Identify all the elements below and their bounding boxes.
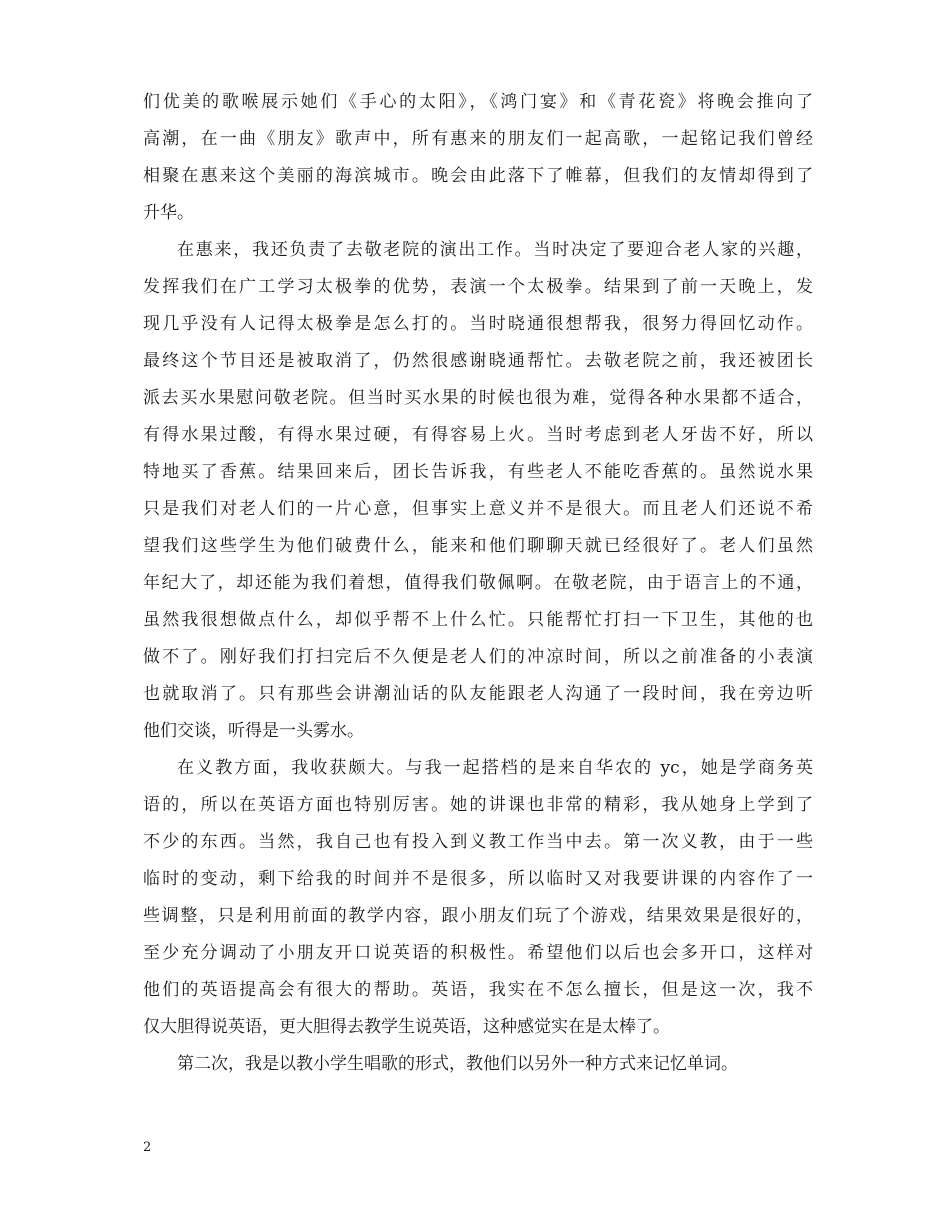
text-line: 相聚在惠来这个美丽的海滨城市。晚会由此落下了帷幕，但我们的友情却得到了 (143, 166, 813, 186)
text-line: 在惠来，我还负责了去敬老院的演出工作。当时决定了要迎合老人家的兴趣， (177, 240, 813, 260)
text-line: 在义教方面，我收获颇大。与我一起搭档的是来自华农的 yc，她是学商务英 (177, 758, 813, 778)
text-line: 虽然我很想做点什么，却似乎帮不上什么忙。只能帮忙打扫一下卫生，其他的也 (143, 610, 813, 630)
body-text (143, 84, 813, 1083)
text-line: 现几乎没有人记得太极拳是怎么打的。当时晓通很想帮我，很努力得回忆动作。 (143, 314, 813, 334)
text-line: 望我们这些学生为他们破费什么，能来和他们聊聊天就已经很好了。老人们虽然 (143, 536, 813, 556)
text-line: 些调整，只是利用前面的教学内容，跟小朋友们玩了个游戏，结果效果是很好的， (143, 906, 813, 926)
text-line: 发挥我们在广工学习太极拳的优势，表演一个太极拳。结果到了前一天晚上，发 (143, 277, 813, 297)
text-line: 做不了。刚好我们打扫完后不久便是老人们的冲凉时间，所以之前准备的小表演 (143, 647, 813, 667)
paragraph (143, 1046, 813, 1083)
text-line: 仅大胆得说英语，更大胆得去教学生说英语，这种感觉实在是太棒了。 (143, 1017, 670, 1037)
text-line: 们优美的歌喉展示她们《手心的太阳》，《鸿门宴》和《青花瓷》将晚会推向了 (143, 92, 813, 112)
text-line: 也就取消了。只有那些会讲潮汕话的队友能跟老人沟通了一段时间，我在旁边听 (143, 684, 813, 704)
text-line: 派去买水果慰问敬老院。但当时买水果的时候也很为难，觉得各种水果都不适合， (143, 388, 813, 408)
text-line: 有得水果过酸，有得水果过硬，有得容易上火。当时考虑到老人牙齿不好，所以 (143, 425, 813, 445)
paragraph (143, 750, 813, 1046)
text-line: 年纪大了，却还能为我们着想，值得我们敬佩啊。在敬老院，由于语言上的不通， (143, 573, 813, 593)
text-line: 最终这个节目还是被取消了，仍然很感谢晓通帮忙。去敬老院之前，我还被团长 (143, 351, 813, 371)
page-number: 2 (143, 1140, 152, 1155)
text-line: 特地买了香蕉。结果回来后，团长告诉我，有些老人不能吃香蕉的。虽然说水果 (143, 462, 813, 482)
text-line: 第二次，我是以教小学生唱歌的形式，教他们以另外一种方式来记忆单词。 (177, 1054, 738, 1074)
text-line: 升华。 (143, 203, 194, 223)
paragraph (143, 232, 813, 750)
text-line: 临时的变动，剩下给我的时间并不是很多，所以临时又对我要讲课的内容作了一 (143, 869, 813, 889)
text-line: 他们交谈，听得是一头雾水。 (143, 721, 364, 741)
paragraph (143, 84, 813, 232)
text-line: 不少的东西。当然，我自己也有投入到义教工作当中去。第一次义教，由于一些 (143, 832, 813, 852)
text-line: 至少充分调动了小朋友开口说英语的积极性。希望他们以后也会多开口，这样对 (143, 943, 813, 963)
text-line: 高潮，在一曲《朋友》歌声中，所有惠来的朋友们一起高歌，一起铭记我们曾经 (143, 129, 813, 149)
text-line: 只是我们对老人们的一片心意，但事实上意义并不是很大。而且老人们还说不希 (143, 499, 813, 519)
text-line: 语的，所以在英语方面也特别厉害。她的讲课也非常的精彩，我从她身上学到了 (143, 795, 813, 815)
text-line: 他们的英语提高会有很大的帮助。英语，我实在不怎么擅长，但是这一次，我不 (143, 980, 813, 1000)
